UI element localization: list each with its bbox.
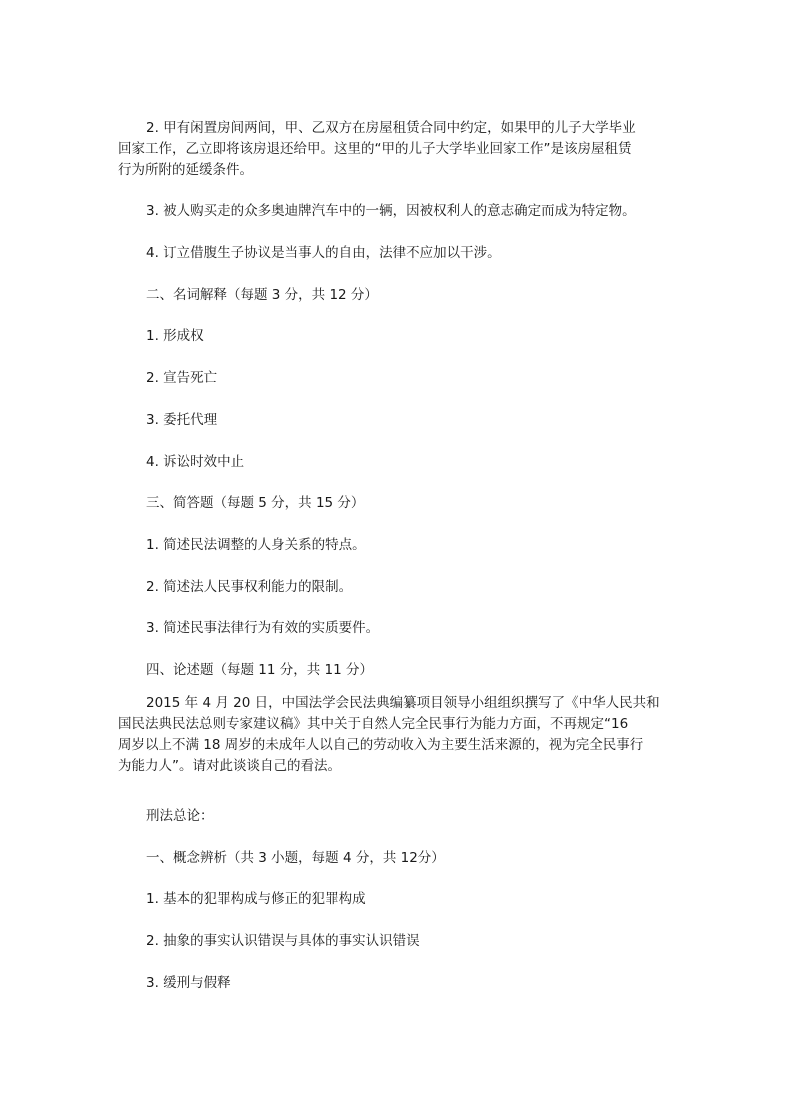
term-item-2: 2. 宣告死亡 xyxy=(146,370,218,386)
question-2-line-2: 回家工作，乙立即将该房退还给甲。这里的“甲的儿子大学毕业回家工作”是该房屋租赁 xyxy=(118,141,632,157)
essay-question-paragraph xyxy=(118,693,678,777)
term-item-3: 3. 委托代理 xyxy=(146,412,218,428)
concept-item-2: 2. 抽象的事实认识错误与具体的事实认识错误 xyxy=(146,933,420,949)
question-4: 4. 订立借腹生子协议是当事人的自由，法律不应加以干涉。 xyxy=(146,245,501,261)
short-answer-item-2: 2. 简述法人民事权利能力的限制。 xyxy=(146,579,353,595)
question-2-line-3: 行为所附的延缓条件。 xyxy=(118,162,253,178)
criminal-law-title: 刑法总论： xyxy=(146,808,214,824)
essay-line-3: 周岁以上不满 18 周岁的未成年人以自己的劳动收入为主要生活来源的，视为完全民事行 xyxy=(118,737,644,753)
terms-section-heading: 二、名词解释（每题 3 分，共 12 分） xyxy=(146,287,378,303)
term-item-1: 1. 形成权 xyxy=(146,328,204,344)
question-2-paragraph xyxy=(118,118,678,181)
term-item-4: 4. 诉讼时效中止 xyxy=(146,454,245,470)
essay-line-4: 为能力人”。请对此谈谈自己的看法。 xyxy=(118,758,341,774)
short-answer-section-heading: 三、简答题（每题 5 分，共 15 分） xyxy=(146,495,365,511)
question-2-line-1: 2. 甲有闲置房间两间，甲、乙双方在房屋租赁合同中约定，如果甲的儿子大学毕业 xyxy=(146,120,636,136)
essay-line-1: 2015 年 4 月 20 日，中国法学会民法典编纂项目领导小组组织撰写了《中华人民共和 xyxy=(146,695,660,711)
essay-line-2: 国民法典民法总则专家建议稿》其中关于自然人完全民事行为能力方面，不再规定“16 xyxy=(118,716,629,732)
concepts-section-heading: 一、概念辨析（共 3 小题，每题 4 分，共 12分） xyxy=(146,850,445,866)
essay-section-heading: 四、论述题（每题 11 分，共 11 分） xyxy=(146,662,374,678)
question-3: 3. 被人购买走的众多奥迪牌汽车中的一辆，因被权利人的意志确定而成为特定物。 xyxy=(146,203,636,219)
short-answer-item-3: 3. 简述民事法律行为有效的实质要件。 xyxy=(146,620,380,636)
concept-item-1: 1. 基本的犯罪构成与修正的犯罪构成 xyxy=(146,891,366,907)
concept-item-3: 3. 缓刑与假释 xyxy=(146,975,231,991)
short-answer-item-1: 1. 简述民法调整的人身关系的特点。 xyxy=(146,537,366,553)
